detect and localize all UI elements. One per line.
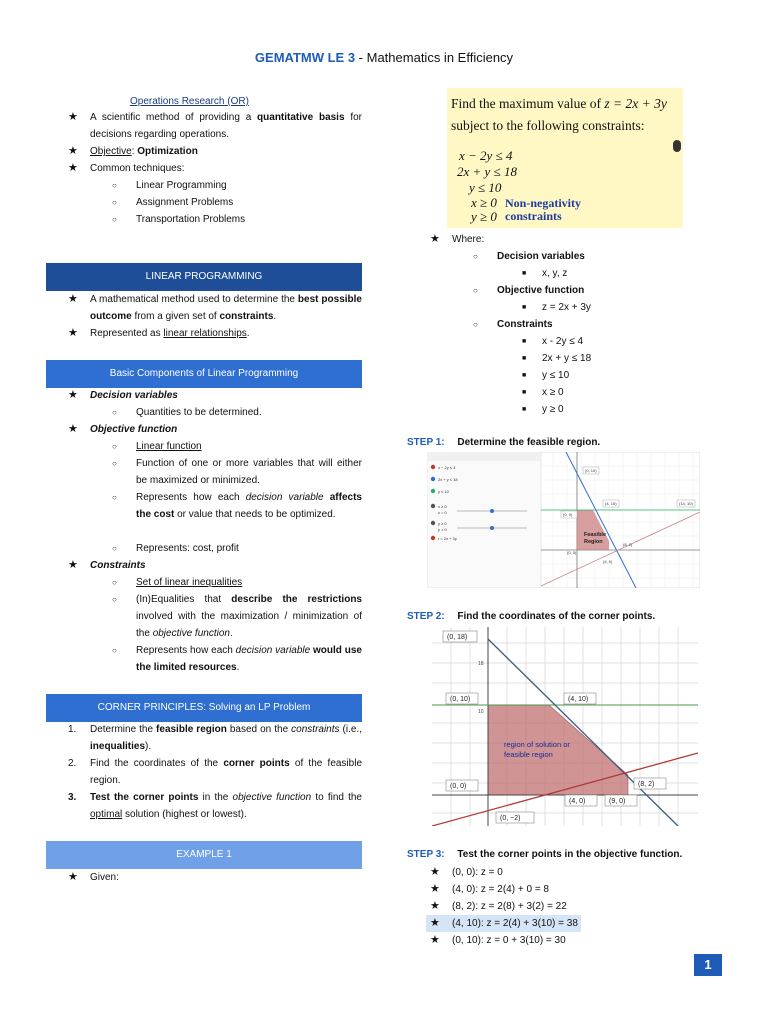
- star-icon: ★: [68, 111, 78, 123]
- page-title: [0, 50, 768, 65]
- or-heading: Operations Research (OR): [130, 96, 249, 107]
- of-sub-2: [112, 455, 362, 489]
- circle-bullet-icon: ○: [112, 578, 117, 587]
- cs3-it: objective function: [232, 792, 312, 803]
- cs3-bold: Test the corner points: [90, 792, 199, 803]
- step3-text: Test the corner points in the objective function.: [457, 849, 683, 860]
- where-item: [430, 231, 485, 248]
- con-sub-3-pre: Represents how each: [136, 645, 236, 656]
- given-item: [68, 869, 119, 886]
- technique-text: Transportation Problems: [136, 214, 246, 225]
- cs3-post: solution (highest or lowest).: [122, 809, 247, 820]
- square-bullet-icon: ■: [522, 355, 527, 362]
- feasible-label-2: Region: [584, 539, 603, 545]
- corner-label: (0, 10): [585, 468, 597, 473]
- where-con-item: [522, 384, 564, 401]
- circle-bullet-icon: ○: [112, 646, 117, 655]
- con-title: Constraints: [90, 560, 146, 571]
- algebra-row: x = 0: [438, 510, 447, 515]
- course-code: GEMATMW LE 3: [254, 50, 356, 65]
- constraint-4: x ≥ 0: [471, 195, 497, 210]
- problem-line-1-pre: Find the maximum value of: [451, 96, 605, 111]
- where-con-item-text: x - 2y ≤ 4: [542, 336, 584, 347]
- circle-bullet-icon: ○: [112, 595, 117, 604]
- of-sub-2-text: Function of one or more variables that will either be maximized or minimized.: [136, 458, 362, 486]
- circle-bullet-icon: ○: [473, 252, 478, 261]
- star-icon: ★: [430, 233, 440, 245]
- lp-item-1-bold1: best possible outcome: [90, 294, 362, 322]
- algebra-row: x − 2y ≤ 4: [438, 465, 456, 470]
- where-con-item: [522, 367, 570, 384]
- dv-title: Decision variables: [90, 390, 178, 401]
- or-item-1-bold: quantitative basis: [257, 112, 345, 123]
- problem-line-1: [451, 96, 667, 112]
- test-text: (4, 0): z = 2(4) + 0 = 8: [452, 884, 549, 895]
- cs1-it: constraints: [291, 724, 340, 735]
- square-bullet-icon: ■: [522, 406, 527, 413]
- star-icon: ★: [430, 934, 440, 946]
- where-con-item-text: y ≥ 0: [542, 404, 564, 415]
- step-number: 3.: [68, 792, 77, 803]
- where-con-item: [522, 333, 584, 350]
- cs3-pre: in the: [198, 792, 233, 803]
- constraints-label: constraints: [505, 209, 562, 223]
- or-item-2: [68, 143, 198, 160]
- star-icon: ★: [68, 389, 78, 401]
- objective-label: Objective: [90, 146, 132, 157]
- where-con-item-text: 2x + y ≤ 18: [542, 353, 592, 364]
- where-con-item: [522, 401, 564, 418]
- cs2-pre: Find the coordinates of the: [90, 758, 224, 769]
- square-bullet-icon: ■: [522, 304, 527, 311]
- problem-box: [447, 88, 683, 228]
- algebra-row: y = 0: [438, 527, 447, 532]
- lp-item-1-mid: from a given set of: [131, 311, 220, 322]
- lp-section-bar: LINEAR PROGRAMMING: [46, 263, 362, 291]
- row-dot: [431, 504, 435, 508]
- where-of: [473, 282, 585, 299]
- con-sub-3-bold2: use the limited resources: [136, 645, 362, 673]
- page-number: 1: [694, 954, 722, 976]
- where-dv: [473, 248, 585, 265]
- where-of-text: Objective function: [497, 285, 585, 296]
- circle-bullet-icon: ○: [112, 544, 117, 553]
- where-dv-item: [522, 265, 568, 282]
- con-sub-1-text: Set of linear inequalities: [136, 577, 243, 588]
- con-sub-1: [112, 574, 243, 591]
- lp-item-1-bold2: constraints: [219, 311, 274, 322]
- feasible-label-1: Feasible: [584, 532, 607, 538]
- step-number: 1.: [68, 724, 77, 735]
- con-item: [68, 557, 146, 574]
- technique-text: Assignment Problems: [136, 197, 234, 208]
- circle-bullet-icon: ○: [112, 408, 117, 417]
- region-label-2: feasible region: [504, 750, 553, 759]
- con-sub-3-bold1: would: [310, 645, 342, 656]
- where-of-item-text: z = 2x + 3y: [542, 302, 591, 313]
- star-icon: ★: [430, 900, 440, 912]
- circle-bullet-icon: ○: [112, 442, 117, 451]
- test-text: (0, 10): z = 0 + 3(10) = 30: [452, 935, 566, 946]
- corner-label: (4, 0): [603, 559, 613, 564]
- star-icon: ★: [68, 327, 78, 339]
- corner-label: (0, 0): [563, 512, 573, 517]
- of-sub-3-it: decision variable: [245, 492, 324, 503]
- or-item-3: [68, 160, 185, 177]
- where-dv-text: Decision variables: [497, 251, 585, 262]
- technique-text: Linear Programming: [136, 180, 227, 191]
- cs1-end: ).: [145, 741, 152, 752]
- star-icon: ★: [68, 162, 78, 174]
- of-item: [68, 421, 178, 438]
- or-item-1-post: for decisions regarding operations.: [90, 112, 362, 140]
- step1-label: STEP 1:: [407, 437, 445, 448]
- step1-text: Determine the feasible region.: [457, 437, 601, 448]
- corner-label: (8, 2): [623, 542, 633, 547]
- cs1-post: (i.e.,: [339, 724, 362, 735]
- linear-relationships-text: linear relationships: [163, 328, 247, 339]
- cs2-bold: corner points: [223, 758, 290, 769]
- point-label: (4, 0): [569, 798, 586, 805]
- technique-item: [112, 194, 234, 211]
- where-con-item: [522, 350, 592, 367]
- con-sub-2-pre: (In)Equalities that: [136, 594, 232, 605]
- example-section-bar: EXAMPLE 1: [46, 841, 362, 869]
- scroll-handle-icon: [673, 140, 681, 152]
- star-icon: ★: [430, 883, 440, 895]
- point-label: (4, 10): [568, 696, 589, 703]
- star-icon: ★: [430, 866, 440, 878]
- lp-item-2-post: .: [246, 328, 250, 339]
- circle-bullet-icon: ○: [112, 215, 117, 224]
- circle-bullet-icon: ○: [112, 198, 117, 207]
- cs3-underline: optimal: [90, 809, 123, 820]
- square-bullet-icon: ■: [522, 338, 527, 345]
- where-con: [473, 316, 553, 333]
- test-item: [430, 881, 549, 898]
- where-label: Where:: [452, 234, 485, 245]
- given-text: Given:: [90, 872, 119, 883]
- lp-item-1-pre: A mathematical method used to determine the: [90, 294, 298, 305]
- test-text: (4, 10): z = 2(4) + 3(10) = 38: [452, 918, 578, 929]
- of-sub-4: [112, 540, 239, 557]
- circle-bullet-icon: ○: [473, 320, 478, 329]
- slider-knob: [490, 526, 494, 530]
- circle-bullet-icon: ○: [112, 459, 117, 468]
- row-dot: [431, 521, 435, 525]
- dv-item: [68, 387, 178, 404]
- star-icon: ★: [68, 559, 78, 571]
- point-label: (0, −2): [500, 815, 521, 822]
- objective-equation: z = 2x + 3y: [604, 96, 667, 111]
- region-label-1: region of solution or: [504, 740, 570, 749]
- star-icon: ★: [68, 293, 78, 305]
- con-sub-2-bold: describe the restrictions: [231, 594, 362, 605]
- title-subtitle: Mathematics in Efficiency: [366, 50, 514, 65]
- star-icon: ★: [68, 871, 78, 883]
- corner-step-2: [68, 755, 363, 789]
- square-bullet-icon: ■: [522, 270, 527, 277]
- star-icon: ★: [68, 145, 78, 157]
- lp-item-2: [68, 325, 250, 342]
- technique-item: [112, 177, 227, 194]
- or-item-1-pre: A scientific method of providing a: [90, 112, 258, 123]
- cs2-post: of the feasible region.: [90, 758, 363, 786]
- algebra-row: y ≤ 10: [438, 489, 449, 494]
- square-bullet-icon: ■: [522, 389, 527, 396]
- algebra-row: y ≥ 0: [438, 521, 447, 526]
- objective-sep: :: [131, 146, 138, 157]
- objective-value: Optimization: [137, 146, 198, 157]
- cs1-mid: based on the: [226, 724, 292, 735]
- test-item: [430, 932, 566, 949]
- point-label: (9, 0): [609, 798, 626, 805]
- cs1-pre: Determine the: [90, 724, 157, 735]
- dv-sub: [112, 404, 262, 421]
- constraint-3: y ≤ 10: [469, 180, 502, 195]
- constraint-2: 2x + y ≤ 18: [457, 164, 517, 179]
- row-dot: [431, 489, 435, 493]
- step1-heading: [407, 437, 600, 448]
- of-sub-3: [112, 489, 362, 523]
- step3-heading: [407, 849, 682, 860]
- step-number: 2.: [68, 758, 77, 769]
- of-sub-3-post: or value that needs to be optimized.: [174, 509, 336, 520]
- of-sub-3-pre: Represents how each: [136, 492, 246, 503]
- step2-text: Find the coordinates of the corner points.: [457, 611, 656, 622]
- non-negativity-label: Non-negativity: [505, 196, 581, 210]
- test-text: (0, 0): z = 0: [452, 867, 503, 878]
- where-dv-item-text: x, y, z: [542, 268, 568, 279]
- test-item: [430, 864, 503, 881]
- or-item-3-text: Common techniques:: [90, 163, 185, 174]
- slider-knob: [490, 509, 494, 513]
- con-sub-2-mid: involved with the maximization / minimization of the: [136, 611, 362, 639]
- components-section-bar: Basic Components of Linear Programming: [46, 360, 362, 388]
- technique-item: [112, 211, 246, 228]
- con-sub-2-post: .: [229, 628, 233, 639]
- where-of-item: [522, 299, 591, 316]
- circle-bullet-icon: ○: [473, 286, 478, 295]
- of-title: Objective function: [90, 424, 178, 435]
- con-sub-3-it: decision variable: [235, 645, 311, 656]
- of-sub-3-bold: affects the cost: [136, 492, 362, 520]
- test-item: [430, 898, 567, 915]
- cs3-mid: to find the: [311, 792, 362, 803]
- algebra-toolbar: [427, 452, 541, 461]
- problem-line-2: subject to the following constraints:: [451, 118, 645, 133]
- lp-item-2-pre: Represented as: [90, 328, 164, 339]
- corner-label: (0, 0): [567, 550, 577, 555]
- of-sub-1: [112, 438, 202, 455]
- y-tick-label: 10: [478, 709, 484, 715]
- point-label: (0, 10): [450, 696, 471, 703]
- dv-sub-text: Quantities to be determined.: [136, 407, 262, 418]
- y-tick-label: 18: [478, 661, 484, 667]
- constraint-5: y ≥ 0: [471, 209, 497, 224]
- step1-graph: [427, 452, 700, 588]
- circle-bullet-icon: ○: [112, 493, 117, 502]
- corner-section-bar: CORNER PRINCIPLES: Solving an LP Problem: [46, 694, 362, 722]
- lp-item-1-post: .: [273, 311, 277, 322]
- step3-label: STEP 3:: [407, 849, 445, 860]
- step2-label: STEP 2:: [407, 611, 445, 622]
- lp-item-1: [68, 291, 362, 325]
- square-bullet-icon: ■: [522, 372, 527, 379]
- cs1-bold2: inequalities: [90, 741, 146, 752]
- of-sub-4-text: Represents: cost, profit: [136, 543, 239, 554]
- test-item-max: [430, 915, 578, 932]
- or-item-1: [68, 109, 362, 143]
- corner-step-3: [68, 789, 362, 823]
- star-icon: ★: [430, 917, 440, 929]
- star-icon: ★: [68, 423, 78, 435]
- algebra-row: 2x + y ≤ 18: [438, 477, 458, 482]
- row-dot: [431, 465, 435, 469]
- algebra-row: x ≥ 0: [438, 504, 447, 509]
- algebra-row: r = 2x + 3y: [438, 536, 457, 541]
- where-con-text: Constraints: [497, 319, 553, 330]
- row-dot: [431, 536, 435, 540]
- row-dot: [431, 477, 435, 481]
- title-separator: -: [355, 50, 367, 65]
- where-con-item-text: y ≤ 10: [542, 370, 570, 381]
- con-sub-3: [112, 642, 362, 676]
- algebra-panel: [427, 452, 541, 588]
- where-con-item-text: x ≥ 0: [542, 387, 564, 398]
- corner-label: (14, 10): [679, 501, 693, 506]
- test-text: (8, 2): z = 2(8) + 3(2) = 22: [452, 901, 567, 912]
- constraint-1: x − 2y ≤ 4: [459, 148, 513, 163]
- circle-bullet-icon: ○: [112, 181, 117, 190]
- point-label: (0, 18): [447, 634, 468, 641]
- corner-step-1: [68, 721, 362, 755]
- point-label: (8, 2): [638, 781, 655, 788]
- point-label: (0, 0): [450, 783, 467, 790]
- cs1-bold: feasible region: [156, 724, 227, 735]
- step2-graph: [432, 627, 698, 826]
- corner-label: (4, 10): [605, 501, 617, 506]
- con-sub-3-post: .: [236, 662, 240, 673]
- step2-heading: [407, 611, 655, 622]
- con-sub-2: [112, 591, 362, 642]
- con-sub-2-it: objective function: [152, 628, 230, 639]
- of-sub-1-text: Linear function: [136, 441, 202, 452]
